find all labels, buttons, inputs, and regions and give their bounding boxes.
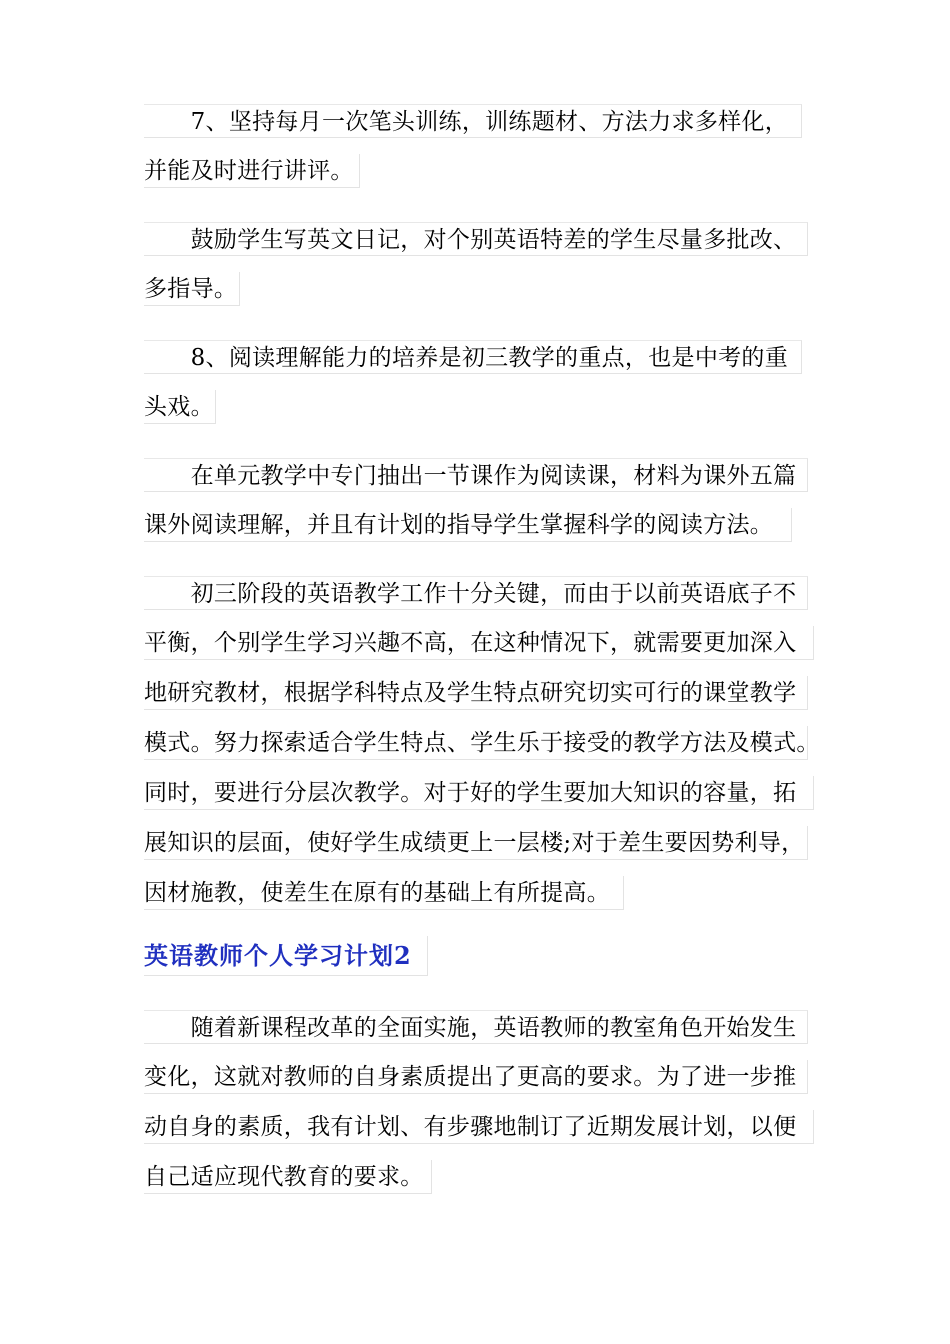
- paragraph-3-line-1: 8、阅读理解能力的培养是初三教学的重点，也是中考的重: [144, 340, 802, 374]
- paragraph-5-line-6: 展知识的层面，使好学生成绩更上一层楼;对于差生要因势利导，: [144, 826, 808, 860]
- paragraph-5-line-5: 同时，要进行分层次教学。对于好的学生要加大知识的容量，拓: [144, 776, 814, 810]
- closing-paragraph-line-4: 自己适应现代教育的要求。: [144, 1160, 432, 1194]
- closing-paragraph-line-1: 随着新课程改革的全面实施，英语教师的教室角色开始发生: [144, 1010, 808, 1044]
- paragraph-5-line-3: 地研究教材，根据学科特点及学生特点研究切实可行的课堂教学: [144, 676, 808, 710]
- closing-paragraph-line-2: 变化，这就对教师的自身素质提出了更高的要求。为了进一步推: [144, 1060, 808, 1094]
- section-heading: 英语教师个人学习计划2: [144, 936, 428, 976]
- paragraph-2-line-2: 多指导。: [144, 272, 240, 306]
- paragraph-5-line-2: 平衡，个别学生学习兴趣不高，在这种情况下，就需要更加深入: [144, 626, 814, 660]
- paragraph-4-line-2: 课外阅读理解，并且有计划的指导学生掌握科学的阅读方法。: [144, 508, 792, 542]
- paragraph-2-line-1: 鼓励学生写英文日记，对个别英语特差的学生尽量多批改、: [144, 222, 808, 256]
- paragraph-1-line-1: 7、坚持每月一次笔头训练，训练题材、方法力求多样化，: [144, 104, 802, 138]
- paragraph-1-line-2: 并能及时进行讲评。: [144, 154, 360, 188]
- paragraph-5-line-1: 初三阶段的英语教学工作十分关键，而由于以前英语底子不: [144, 576, 808, 610]
- closing-paragraph-line-3: 动自身的素质，我有计划、有步骤地制订了近期发展计划，以便: [144, 1110, 814, 1144]
- paragraph-5-line-4: 模式。努力探索适合学生特点、学生乐于接受的教学方法及模式。: [144, 726, 808, 760]
- paragraph-4-line-1: 在单元教学中专门抽出一节课作为阅读课，材料为课外五篇: [144, 458, 808, 492]
- paragraph-3-line-2: 头戏。: [144, 390, 216, 424]
- paragraph-5-line-7: 因材施教，使差生在原有的基础上有所提高。: [144, 876, 624, 910]
